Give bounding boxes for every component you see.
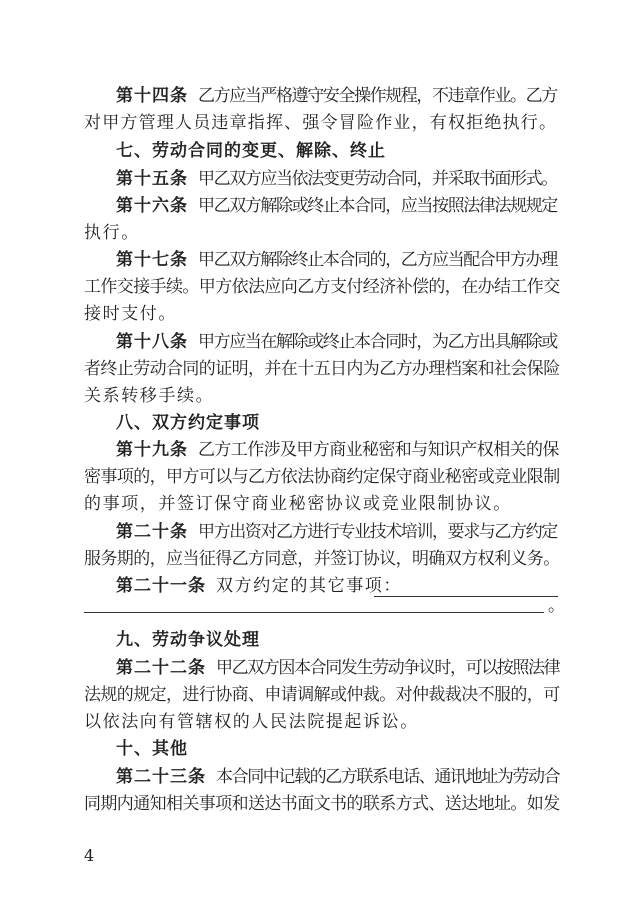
fill-in-blank-line[interactable] xyxy=(374,596,558,597)
paragraph-text: 同期内通知相关事项和送达书面文书的联系方式、送达地址。如发 xyxy=(84,794,560,814)
paragraph-line xyxy=(548,596,563,616)
paragraph-text: 服务期的，应当征得乙方同意，并签订协议，明确双方权利义务。 xyxy=(84,549,560,569)
paragraph-text: 工作交接手续。甲方依法应向乙方支付经济补偿的，在办结工作交 xyxy=(84,277,560,297)
paragraph-text: 甲方应当在解除或终止本合同时，为乙方出具解除或 xyxy=(198,332,557,352)
paragraph-text: 关系转移手续。 xyxy=(84,386,215,406)
paragraph-line xyxy=(116,658,559,678)
paragraph-line xyxy=(84,467,560,487)
paragraph-line xyxy=(116,440,559,460)
paragraph-text: 甲乙双方因本合同发生劳动争议时，可以按照法律 xyxy=(216,658,560,678)
article-number: 第十六条 xyxy=(116,196,188,216)
paragraph-line xyxy=(116,169,557,189)
article-number: 第十四条 xyxy=(116,86,188,106)
article-number: 第二十三条 xyxy=(116,767,206,787)
paragraph-line xyxy=(84,359,560,379)
paragraph-line xyxy=(84,712,419,732)
paragraph-text: 者终止劳动合同的证明，并在十五日内为乙方办理档案和社会保险 xyxy=(84,359,560,379)
section-heading: 十、其他 xyxy=(116,739,188,759)
paragraph-text: 乙方应当严格遵守安全操作规程，不违章作业。乙方 xyxy=(198,86,557,106)
paragraph-text: 本合同中记载的乙方联系电话、通讯地址为劳动合 xyxy=(216,767,560,787)
paragraph-text: 甲乙双方应当依法变更劳动合同，并采取书面形式。 xyxy=(198,169,557,189)
paragraph-text: 双方约定的其它事项： xyxy=(216,576,402,596)
paragraph-text: 的事项，并签订保守商业秘密协议或竞业限制协议。 xyxy=(84,494,512,514)
paragraph-line xyxy=(116,332,557,352)
paragraph-line xyxy=(84,277,560,297)
paragraph-line xyxy=(84,223,140,243)
paragraph-text: 甲乙双方解除或终止本合同，应当按照法律法规规定 xyxy=(198,196,557,216)
paragraph-text: 乙方工作涉及甲方商业秘密和与知识产权相关的保 xyxy=(198,440,559,460)
article-number: 第十八条 xyxy=(116,332,188,352)
paragraph-line xyxy=(84,549,560,569)
fill-in-blank-line[interactable] xyxy=(84,612,544,613)
paragraph-line xyxy=(116,522,557,542)
paragraph-line xyxy=(116,767,559,787)
paragraph-text: 以依法向有管辖权的人民法院提起诉讼。 xyxy=(84,712,419,732)
section-heading: 八、双方约定事项 xyxy=(116,413,260,433)
paragraph-text: 接时支付。 xyxy=(84,304,177,324)
paragraph-line xyxy=(84,304,177,324)
section-heading: 七、劳动合同的变更、解除、终止 xyxy=(116,141,386,161)
article-number: 第十五条 xyxy=(116,169,188,189)
section-heading: 九、劳动争议处理 xyxy=(116,630,260,650)
page-number: 4 xyxy=(84,846,95,865)
paragraph-line xyxy=(84,113,557,133)
article-number: 第十九条 xyxy=(116,440,188,460)
paragraph-line xyxy=(84,494,512,514)
paragraph-text: 。 xyxy=(548,596,563,616)
paragraph-line xyxy=(84,386,214,406)
article-number: 第二十条 xyxy=(116,522,188,542)
article-number: 第二十二条 xyxy=(116,658,206,678)
paragraph-text: 甲乙双方解除终止本合同的，乙方应当配合甲方办理 xyxy=(198,250,557,270)
article-number: 第十七条 xyxy=(116,250,188,270)
paragraph-text: 甲方出资对乙方进行专业技术培训，要求与乙方约定 xyxy=(198,522,557,542)
article-number: 第二十一条 xyxy=(116,576,206,596)
paragraph-text: 密事项的，甲方可以与乙方依法协商约定保守商业秘密或竞业限制 xyxy=(84,467,560,487)
paragraph-line xyxy=(84,794,560,814)
paragraph-text: 法规的规定，进行协商、申请调解或仲裁。对仲裁裁决不服的，可 xyxy=(84,685,560,705)
paragraph-line xyxy=(116,250,557,270)
paragraph-text: 对甲方管理人员违章指挥、强令冒险作业，有权拒绝执行。 xyxy=(84,113,558,133)
paragraph-line xyxy=(116,196,557,216)
paragraph-line xyxy=(84,685,560,705)
paragraph-line xyxy=(116,86,557,106)
paragraph-line xyxy=(116,576,402,596)
paragraph-text: 执行。 xyxy=(84,223,140,243)
